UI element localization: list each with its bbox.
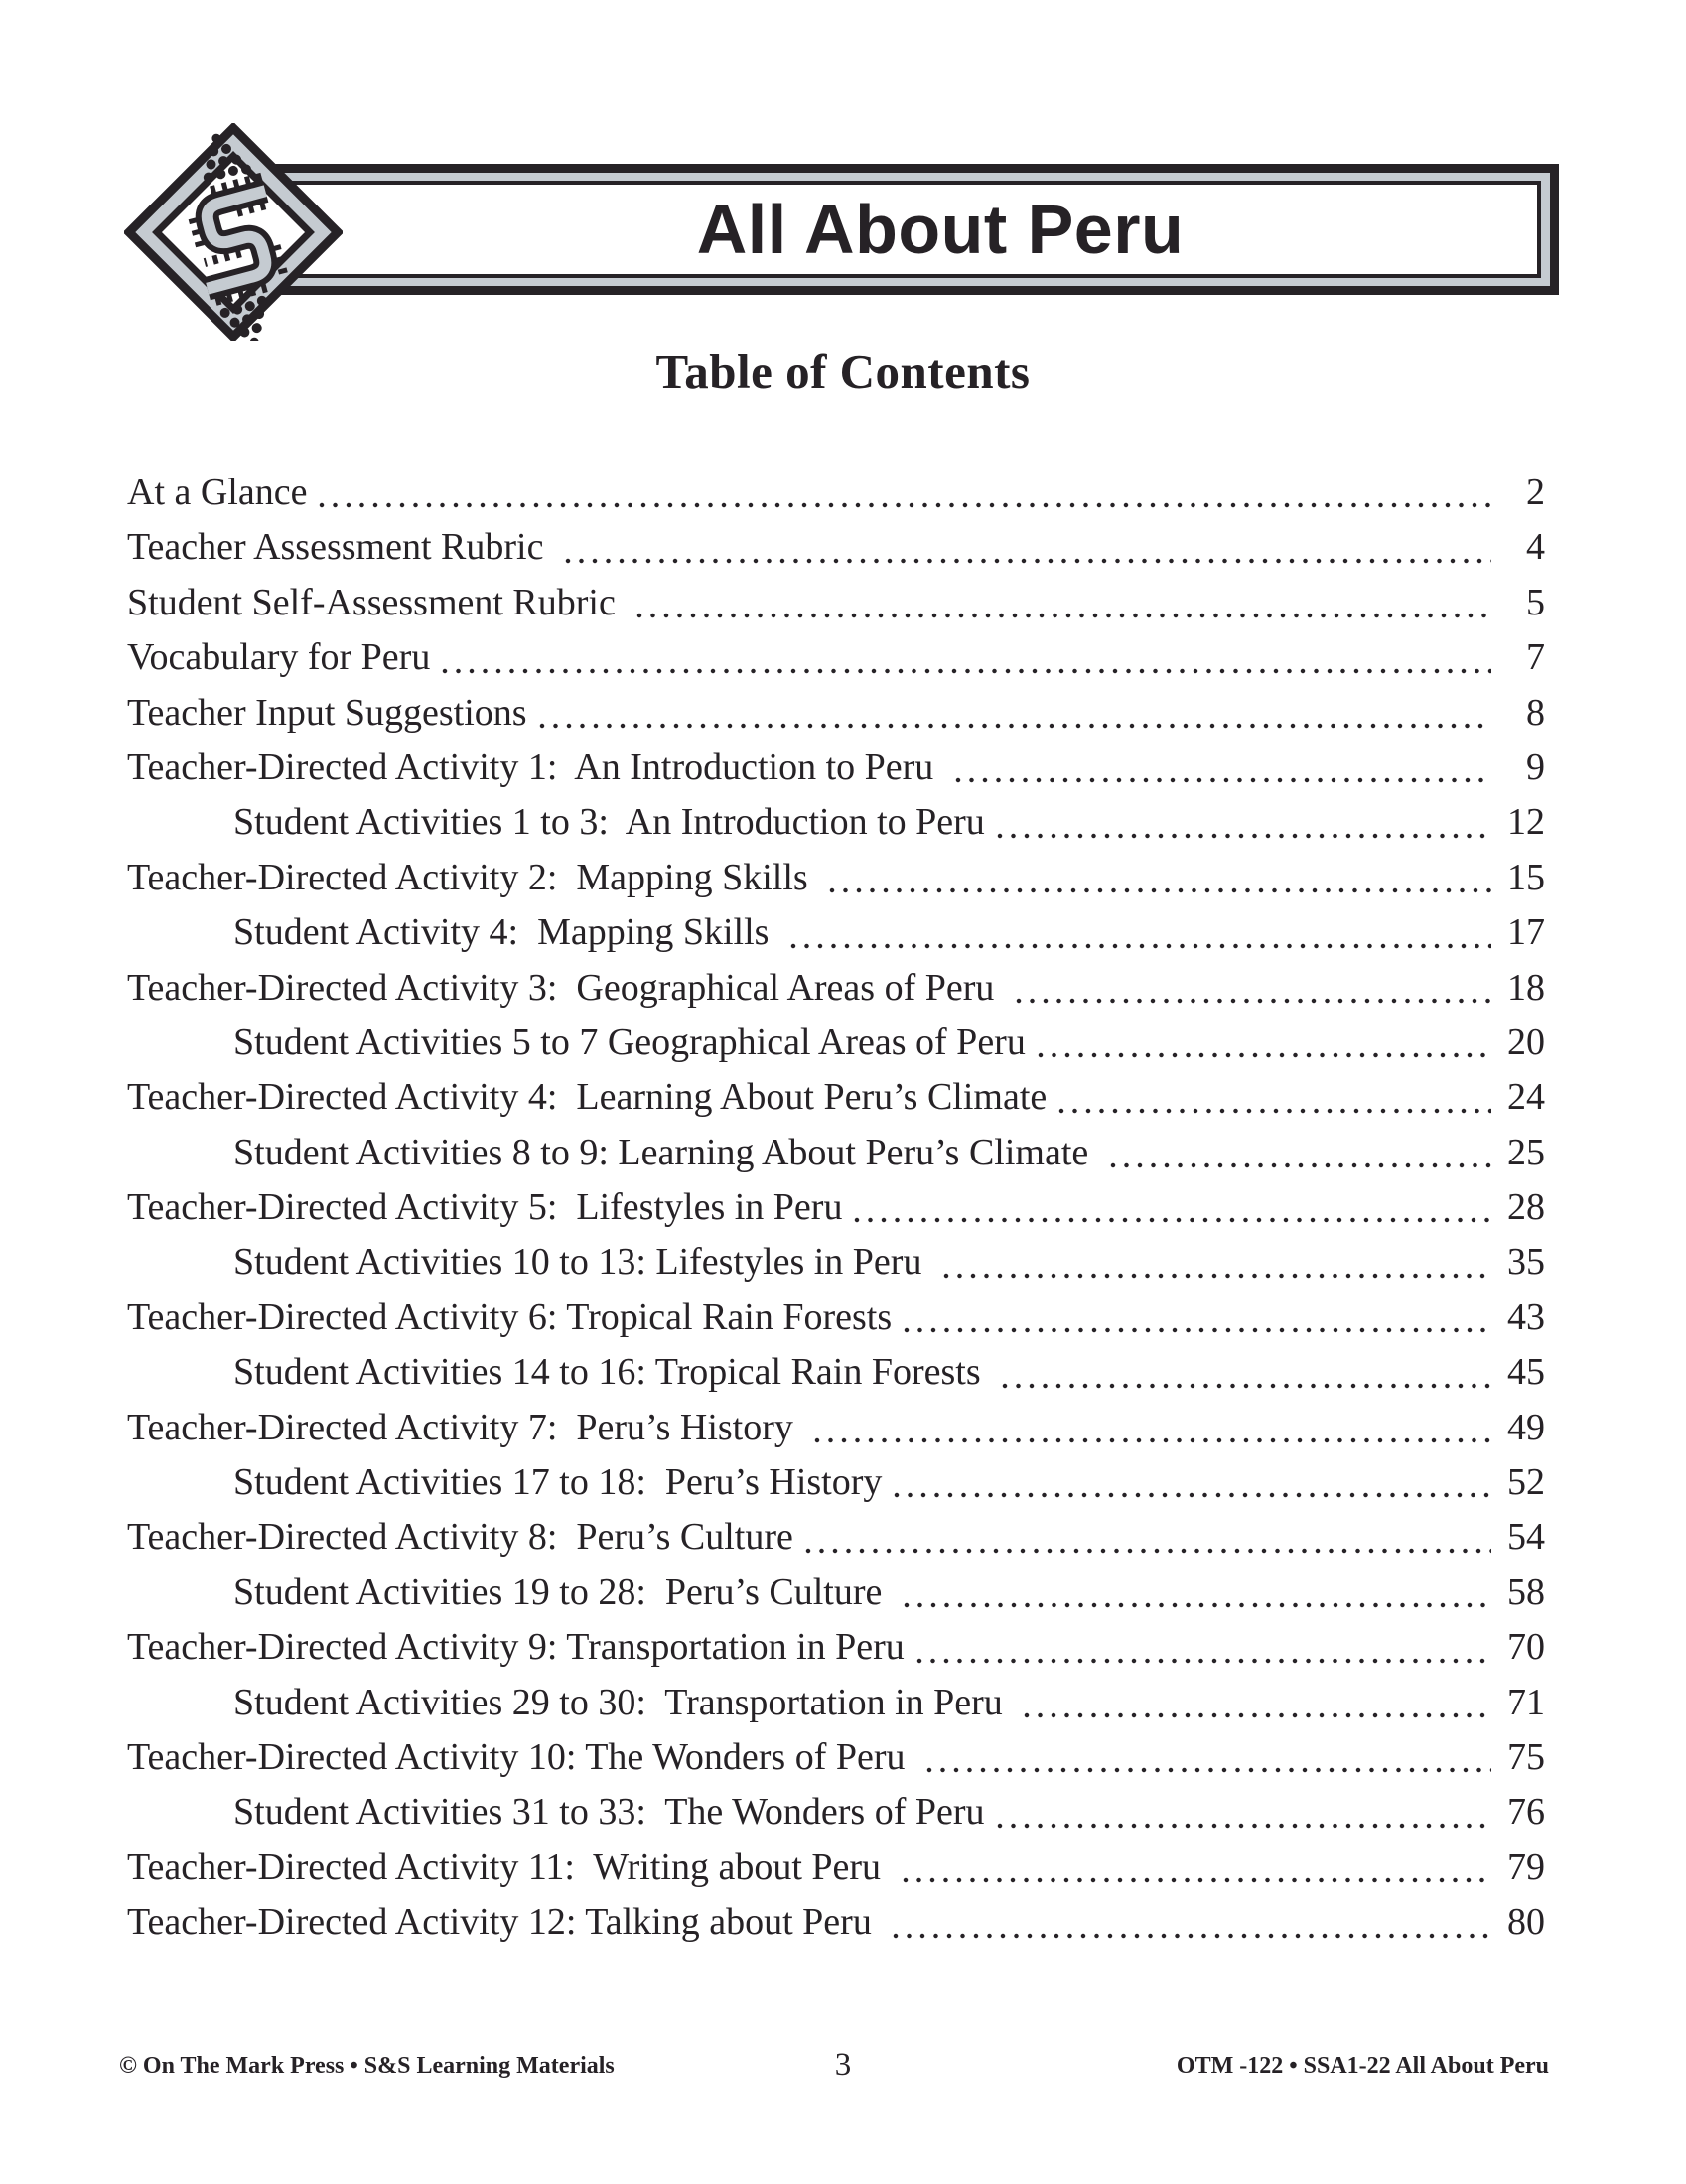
toc-entry-label: Teacher-Directed Activity 8: Peru’s Culture: [127, 1516, 793, 1559]
page-title: All About Peru: [696, 191, 1185, 268]
footer-product-code: OTM -122 • SSA1-22 All About Peru: [1176, 2053, 1549, 2079]
inca-diamond-logo-icon: [124, 123, 343, 341]
toc-dot-leader: [319, 502, 1491, 508]
toc-entry-label: Student Activities 10 to 13: Lifestyles in Peru: [233, 1241, 931, 1284]
toc-entry-label: Teacher-Directed Activity 7: Peru’s History: [127, 1406, 803, 1448]
toc-entry-page-number: 54: [1507, 1516, 1545, 1559]
toc-entry-page-number: 70: [1507, 1626, 1545, 1669]
toc-entry-page-number: 75: [1507, 1735, 1545, 1778]
toc-entry-page-number: 15: [1507, 856, 1545, 898]
toc-entry-label: Student Self-Assessment Rubric: [127, 581, 626, 623]
toc-row: [127, 1510, 1545, 1565]
toc-dot-leader: [1016, 998, 1491, 1004]
toc-entry-page-number: 17: [1507, 911, 1545, 954]
toc-dot-leader: [1002, 1383, 1491, 1389]
toc-row: [127, 1235, 1545, 1290]
toc-entry-page-number: 20: [1507, 1021, 1545, 1063]
toc-entry-page-number: 5: [1526, 581, 1545, 623]
toc-entry-page-number: 49: [1507, 1406, 1545, 1448]
toc-entry-page-number: 8: [1526, 691, 1545, 734]
toc-row: [127, 1345, 1545, 1400]
toc-row: [127, 1455, 1545, 1510]
toc-row: [127, 1841, 1545, 1895]
toc-dot-leader: [904, 1602, 1491, 1608]
toc-list: [127, 466, 1545, 1951]
toc-dot-leader: [565, 558, 1491, 564]
toc-row: [127, 961, 1545, 1016]
toc-entry-label: Student Activities 29 to 30: Transportation in Peru: [233, 1681, 1013, 1723]
toc-row: [127, 1676, 1545, 1730]
toc-entry-label: Student Activities 14 to 16: Tropical Rain Forests: [233, 1351, 991, 1394]
toc-entry-label: Student Activities 8 to 9: Learning About Peru’s Climate: [233, 1131, 1098, 1173]
toc-dot-leader: [814, 1437, 1491, 1443]
toc-dot-leader: [997, 1823, 1491, 1829]
toc-dot-leader: [854, 1217, 1491, 1223]
page-footer: [0, 2047, 1686, 2089]
toc-row: [127, 1180, 1545, 1235]
toc-entry-label: Student Activities 19 to 28: Peru’s Culture: [233, 1570, 892, 1613]
toc-dot-leader: [636, 613, 1491, 618]
toc-entry-page-number: 2: [1526, 472, 1545, 513]
toc-row: [127, 686, 1545, 741]
toc-entry-page-number: 45: [1507, 1351, 1545, 1394]
toc-row: [127, 1730, 1545, 1785]
toc-dot-leader: [926, 1767, 1491, 1773]
toc-row: [127, 795, 1545, 850]
toc-entry-page-number: 52: [1507, 1461, 1545, 1504]
toc-entry-label: Vocabulary for Peru: [127, 636, 431, 679]
toc-entry-label: Teacher-Directed Activity 9: Transportation in Peru: [127, 1626, 905, 1669]
toc-dot-leader: [904, 1327, 1491, 1333]
toc-entry-page-number: 28: [1507, 1186, 1545, 1229]
toc-entry-label: Teacher-Directed Activity 11: Writing about Peru: [127, 1845, 891, 1888]
toc-dot-leader: [539, 723, 1491, 729]
toc-row: [127, 1566, 1545, 1620]
toc-heading: Table of Contents: [655, 344, 1031, 399]
toc-dot-leader: [903, 1877, 1491, 1883]
toc-row: [127, 1126, 1545, 1180]
toc-dot-leader: [916, 1658, 1491, 1664]
toc-entry-label: Teacher-Directed Activity 3: Geographical Areas of Peru: [127, 966, 1004, 1009]
toc-row: [127, 1785, 1545, 1840]
toc-entry-page-number: 79: [1507, 1845, 1545, 1888]
toc-entry-label: Teacher Assessment Rubric: [127, 526, 553, 569]
toc-entry-label: Teacher-Directed Activity 1: An Introduction to Peru: [127, 746, 943, 788]
toc-entry-page-number: 12: [1507, 801, 1545, 844]
toc-entry-label: Teacher Input Suggestions: [127, 691, 527, 734]
toc-row: [127, 630, 1545, 685]
toc-row: [127, 1070, 1545, 1125]
toc-dot-leader: [1058, 1108, 1491, 1114]
toc-dot-leader: [894, 1492, 1491, 1498]
toc-entry-page-number: 25: [1507, 1131, 1545, 1173]
toc-entry-label: Student Activities 5 to 7 Geographical Areas of Peru: [233, 1021, 1026, 1063]
toc-entry-label: At a Glance: [127, 472, 308, 513]
toc-entry-label: Student Activities 17 to 18: Peru’s History: [233, 1461, 883, 1504]
toc-entry-page-number: 24: [1507, 1076, 1545, 1119]
toc-dot-leader: [829, 887, 1491, 893]
toc-dot-leader: [1110, 1162, 1491, 1168]
toc-entry-label: Teacher-Directed Activity 5: Lifestyles in Peru: [127, 1186, 843, 1229]
toc-row: [127, 1895, 1545, 1950]
toc-row: [127, 905, 1545, 960]
toc-row: [127, 466, 1545, 520]
toc-entry-page-number: 18: [1507, 966, 1545, 1009]
toc-entry-page-number: 80: [1507, 1901, 1545, 1944]
toc-entry-label: Teacher-Directed Activity 4: Learning About Peru’s Climate: [127, 1076, 1048, 1119]
toc-row: [127, 576, 1545, 630]
toc-entry-page-number: 71: [1507, 1681, 1545, 1723]
toc-entry-page-number: 58: [1507, 1570, 1545, 1613]
toc-entry-page-number: 4: [1526, 526, 1545, 569]
toc-dot-leader: [893, 1933, 1491, 1939]
toc-row: [127, 1016, 1545, 1070]
toc-dot-leader: [943, 1273, 1491, 1279]
toc-entry-label: Teacher-Directed Activity 6: Tropical Rain Forests: [127, 1296, 893, 1338]
toc-entry-label: Teacher-Directed Activity 10: The Wonders of Peru: [127, 1735, 915, 1778]
toc-row: [127, 851, 1545, 905]
toc-row: [127, 1401, 1545, 1455]
toc-entry-label: Student Activities 1 to 3: An Introduction to Peru: [233, 801, 985, 844]
footer-page-number: 3: [834, 2047, 852, 2083]
toc-entry-page-number: 35: [1507, 1241, 1545, 1284]
toc-entry-page-number: 43: [1507, 1296, 1545, 1338]
toc-row: [127, 1620, 1545, 1675]
toc-dot-leader: [442, 668, 1491, 674]
toc-dot-leader: [1038, 1052, 1491, 1058]
toc-dot-leader: [955, 777, 1491, 783]
toc-row: [127, 741, 1545, 795]
toc-entry-label: Student Activities 31 to 33: The Wonders of Peru: [233, 1791, 985, 1834]
toc-entry-page-number: 9: [1526, 746, 1545, 788]
toc-row: [127, 520, 1545, 575]
toc-entry-label: Teacher-Directed Activity 12: Talking about Peru: [127, 1901, 882, 1944]
toc-entry-page-number: 7: [1526, 636, 1545, 679]
toc-entry-label: Teacher-Directed Activity 2: Mapping Skills: [127, 856, 818, 898]
toc-dot-leader: [1024, 1712, 1491, 1718]
footer-publisher: © On The Mark Press • S&S Learning Materials: [119, 2053, 615, 2079]
toc-entry-page-number: 76: [1507, 1791, 1545, 1834]
toc-row: [127, 1291, 1545, 1345]
toc-dot-leader: [997, 833, 1491, 839]
toc-dot-leader: [805, 1548, 1491, 1554]
toc-dot-leader: [790, 943, 1491, 949]
toc-entry-label: Student Activity 4: Mapping Skills: [233, 911, 778, 954]
